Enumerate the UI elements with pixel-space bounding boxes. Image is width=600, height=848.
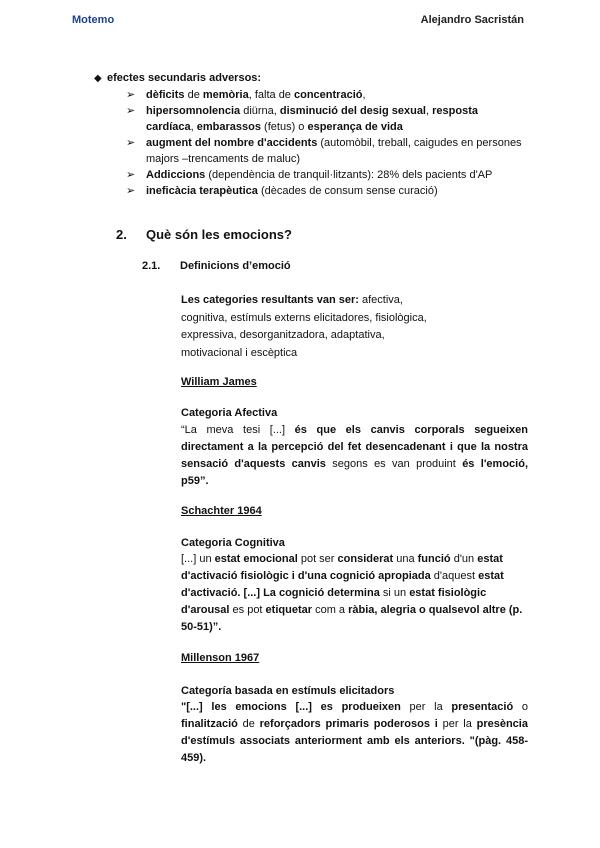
james-category xyxy=(181,405,528,422)
header-left-title: Motemo xyxy=(72,14,115,26)
sub-bullet-list xyxy=(126,87,526,199)
bold-text-run: estat emocional xyxy=(214,553,298,565)
arrow-bullet-icon: ➢ xyxy=(126,89,136,101)
arrow-bullet-icon: ➢ xyxy=(126,137,136,149)
james-author xyxy=(181,374,528,391)
text-run: segons es van produint xyxy=(325,458,463,470)
bold-text-run: és que els canvis corporals segueixen directament a la percepció del fet desencadenant i que la nostra sensació d'aquests canvis xyxy=(181,424,528,470)
text-run: [...] un xyxy=(181,553,215,565)
text-run: , falta de xyxy=(248,89,294,101)
text-run: (automòbil, treball, caigudes en persones majors –trencaments de maluc) xyxy=(146,137,522,165)
arrow-bullet-icon: ➢ xyxy=(126,105,136,117)
bold-text-run: concentració xyxy=(294,89,363,101)
bold-text-run: considerat xyxy=(337,553,394,565)
sub-bullet-item xyxy=(126,135,526,167)
sub-bullet-text xyxy=(146,185,438,197)
category-title: Categoria Afectiva xyxy=(181,407,278,419)
text-run: per la xyxy=(400,701,452,713)
text-run: o xyxy=(513,701,528,713)
text-run: de xyxy=(237,718,260,730)
subsection-number: 2.1. xyxy=(142,260,161,272)
text-run: (fetus) o xyxy=(261,121,308,133)
sub-bullet-item xyxy=(126,87,526,103)
schachter-quote xyxy=(181,551,528,636)
bold-text-run: dèficits xyxy=(146,89,185,101)
header-author: Alejandro Sacristán xyxy=(420,14,524,26)
james-quote xyxy=(181,422,528,490)
arrow-bullet-icon: ➢ xyxy=(126,185,136,197)
main-bullet xyxy=(94,70,261,87)
bold-text-run: presentació xyxy=(451,701,514,713)
bold-text-run: disminució del desig sexual xyxy=(279,105,426,117)
bold-text-run: ràbia, alegria o qualsevol altre (p. 50-51)”. xyxy=(181,604,523,633)
diamond-bullet-icon: ◆ xyxy=(94,73,102,84)
sub-bullet-item xyxy=(126,167,526,183)
main-bullet-text: efectes secundaris adversos: xyxy=(107,72,262,84)
text-run: , xyxy=(426,105,433,117)
text-run: es pot xyxy=(229,604,266,616)
text-run: (dependència de tranquil·litzants): 28% dels pacients d'AP xyxy=(205,169,493,181)
sub-bullet-text xyxy=(146,169,492,181)
bold-text-run: estat fisiològic d'arousal xyxy=(181,587,487,616)
text-run: “La meva tesi [...] xyxy=(181,424,295,436)
categories-paragraph xyxy=(181,292,441,362)
bold-text-run: ineficàcia terapèutica xyxy=(146,185,258,197)
author-name: Schachter 1964 xyxy=(181,505,262,517)
bold-text-run: és l'emoció, p59”. xyxy=(181,458,528,487)
sub-bullet-text xyxy=(146,105,478,133)
category-title: Categoría basada en estímuls elicitadors xyxy=(181,685,395,697)
text-run: , xyxy=(362,89,366,101)
sub-bullet-text xyxy=(146,89,366,101)
text-run: (dècades de consum sense curació) xyxy=(257,185,438,197)
subsection-title: Definicions d’emoció xyxy=(180,260,291,272)
bold-text-run: resposta cardíaca xyxy=(146,105,478,133)
schachter-category xyxy=(181,535,528,552)
text-run: diürna, xyxy=(240,105,280,117)
bold-text-run: augment del nombre d'accidents xyxy=(146,137,318,149)
bold-text-run: embarassos xyxy=(196,121,261,133)
section-2-heading xyxy=(116,227,292,242)
text-run: , xyxy=(190,121,197,133)
categories-list: afectiva, cognitiva, estímuls externs elicitadores, fisiològica, expressiva, desorganitzadora, adaptativa, motivacional i escèptica xyxy=(181,294,427,359)
text-run: d'un xyxy=(450,553,478,565)
text-run: si un xyxy=(379,587,410,599)
schachter-author xyxy=(181,503,528,520)
bold-text-run: funció xyxy=(417,553,451,565)
sub-bullet-text xyxy=(146,137,522,165)
text-run: pot ser xyxy=(297,553,338,565)
bold-text-run: Addiccions xyxy=(146,169,206,181)
section-number: 2. xyxy=(116,227,127,242)
bold-text-run: "[...] les emocions [...] es produeixen xyxy=(181,701,401,713)
text-run: com a xyxy=(312,604,349,616)
sub-bullet-item xyxy=(126,103,526,135)
millenson-quote xyxy=(181,699,528,767)
text-run: una xyxy=(393,553,418,565)
bold-text-run: esperança de vida xyxy=(307,121,403,133)
category-title: Categoria Cognitiva xyxy=(181,537,285,549)
millenson-category xyxy=(181,683,528,700)
bold-text-run: finalització xyxy=(181,718,238,730)
text-run: de xyxy=(184,89,203,101)
millenson-author xyxy=(181,650,528,667)
bold-text-run: estat d'activació fisiològic i d'una cognició apropiada xyxy=(181,553,503,582)
bold-text-run: estat d'activació. [...] La cognició determina xyxy=(181,570,504,599)
author-name: Millenson 1967 xyxy=(181,652,260,664)
arrow-bullet-icon: ➢ xyxy=(126,169,136,181)
bold-text-run: memòria xyxy=(202,89,249,101)
author-name: William James xyxy=(181,376,257,388)
bold-text-run: reforçadors primaris poderosos i xyxy=(259,718,438,730)
section-2-1-heading xyxy=(142,260,291,272)
text-run: per la xyxy=(437,718,477,730)
section-title: Què són les emocions? xyxy=(146,227,292,242)
text-run: d'aquest xyxy=(430,570,479,582)
categories-lead: Les categories resultants van ser: xyxy=(181,294,359,306)
sub-bullet-item xyxy=(126,183,526,199)
bold-text-run: presència d'estímuls associats anteriorment amb els anteriors. "(pàg. 458-459). xyxy=(181,718,528,764)
bold-text-run: hipersomnolencia xyxy=(146,105,241,117)
bold-text-run: etiquetar xyxy=(265,604,313,616)
